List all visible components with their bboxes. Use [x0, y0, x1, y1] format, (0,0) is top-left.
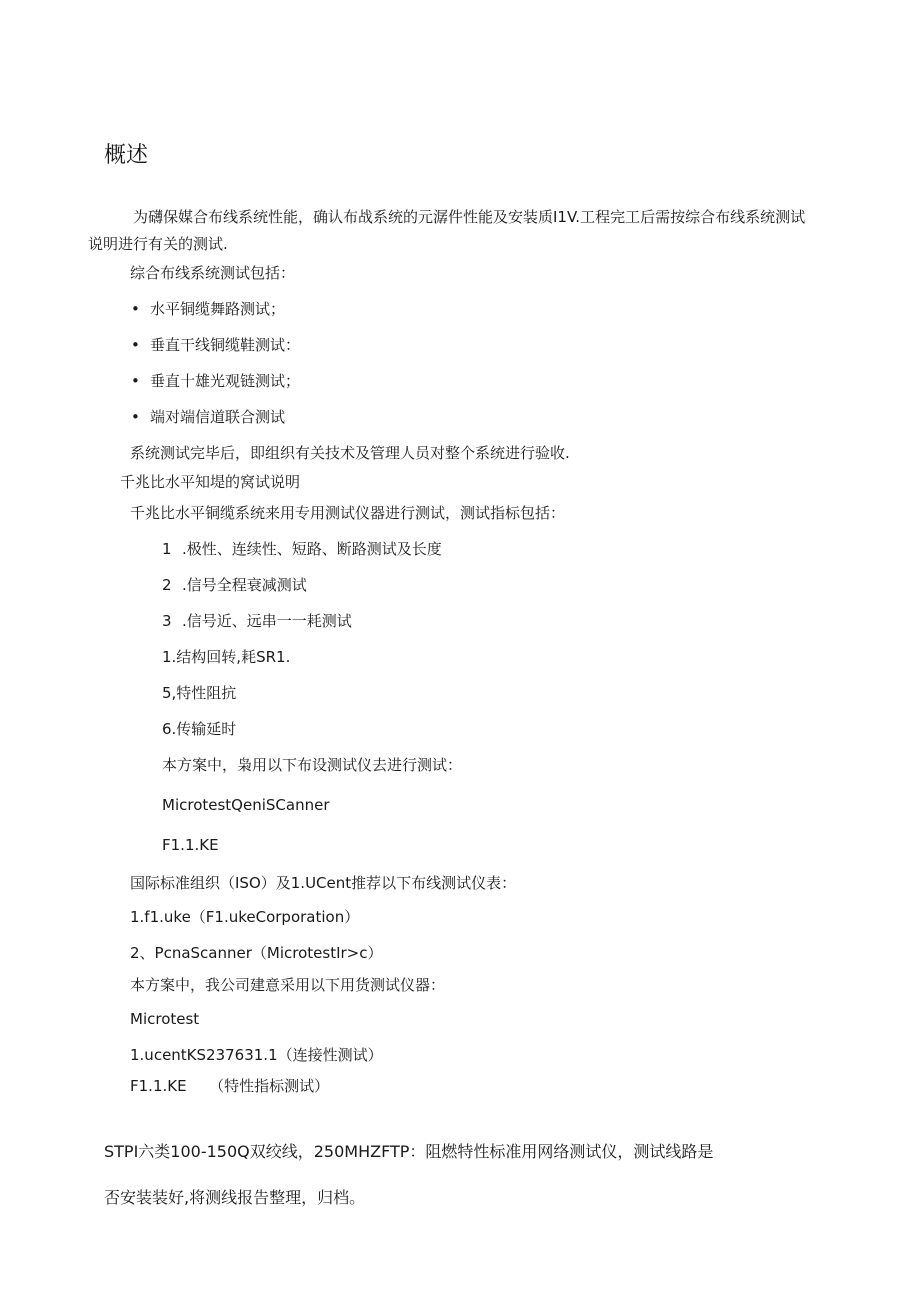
tool-item: F1.1.KE	[162, 836, 219, 854]
gigabit-intro-text: 千兆比水平铜缆系统来用专用测试仪器进行测试，测试指标包括：	[130, 504, 566, 522]
bullet-icon: •	[131, 408, 140, 426]
test-includes-heading: 综合布线系统测试包括：	[130, 264, 296, 282]
iso-item: 1.f1.uke（F1.ukeCorporation）	[130, 908, 360, 926]
bullet-item: 水平铜缆舞路测试；	[150, 300, 286, 318]
indicator-text: .信号全程衰减测试	[182, 576, 307, 594]
indicator-item: 5,特性阻抗	[162, 684, 237, 702]
bullet-item: 垂直十雄光观链测试；	[150, 372, 301, 390]
gigabit-section-heading: 千兆比水平知堤的窝试说明	[120, 473, 301, 491]
iso-item: 2、PcnaScanner（MicrotestIr>c）	[130, 944, 383, 962]
bullet-item: 垂直干线铜缆鞋测试：	[150, 336, 301, 354]
bullet-item: 端对端信道联合测试	[150, 408, 286, 426]
indicator-number: 2	[162, 576, 172, 594]
footer-paragraph-line-2: 否安装装好,将测线报告整理，归档。	[104, 1188, 366, 1207]
bullet-icon: •	[131, 300, 140, 318]
company-item: F1.1.KE （特性指标测试）	[130, 1077, 330, 1095]
bullet-icon: •	[131, 372, 140, 390]
indicator-item: 1.结构回转,耗SR1.	[162, 648, 291, 666]
intro-paragraph-line-2: 说明进行有关的测试.	[88, 235, 228, 253]
indicator-text: .信号近、远串一一耗测试	[182, 612, 352, 630]
indicator-number: 3	[162, 612, 172, 630]
iso-heading: 国际标准组织（ISO）及1.UCent推荐以下布线测试仪表：	[130, 874, 517, 892]
page-title: 概述	[104, 143, 149, 168]
acceptance-text: 系统测试完毕后，即组织有关技术及管理人员对整个系统进行验收.	[130, 444, 570, 462]
bullet-icon: •	[131, 336, 140, 354]
company-item: 1.ucentKS237631.1（连接性测试）	[130, 1046, 383, 1064]
company-heading: 本方案中，我公司建意采用以下用货测试仪器：	[130, 976, 446, 994]
indicator-number: 1	[162, 540, 172, 558]
indicator-text: .极性、连续性、短路、断路测试及长度	[182, 540, 442, 558]
tool-item: MicrotestQeniSCanner	[162, 796, 330, 814]
indicator-item: 6.传输延时	[162, 720, 237, 738]
company-item: Microtest	[130, 1010, 200, 1028]
plan-tools-heading: 本方案中，枭用以下布设测试仪去进行测试：	[162, 756, 463, 774]
intro-paragraph-line-1: 为礴保媒合布线系统性能，确认布战系统的元潺件性能及安装质I1V.工程完工后需按综合布线系统测试	[133, 208, 806, 226]
footer-paragraph-line-1: STPI六类100-150Q双绞线，250MHZFTP：阻燃特性标准用网络测试仪，测试线路是	[104, 1142, 714, 1161]
